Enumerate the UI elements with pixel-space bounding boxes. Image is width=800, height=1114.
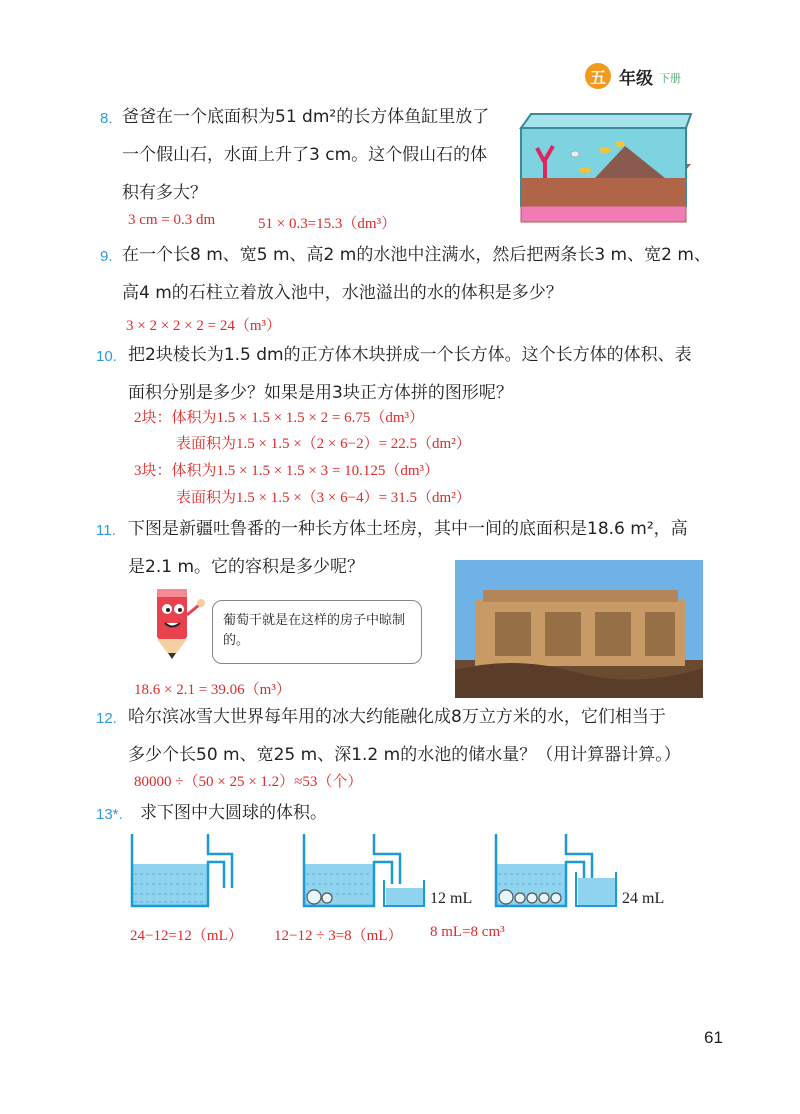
question-line: 面积分别是多少？如果是用3块正方体拼的图形呢？	[128, 383, 513, 403]
answer-text: 12−12 ÷ 3=8（mL）	[274, 928, 403, 944]
question-line: 一个假山石，水面上升了3 cm。这个假山石的体	[122, 145, 488, 165]
question-line: 积有多大？	[122, 183, 207, 203]
question-9-text	[122, 236, 722, 312]
answer-text: 表面积为1.5 × 1.5 ×（3 × 6−4）= 31.5（dm²）	[176, 490, 471, 506]
question-line: 把2块棱长为1.5 dm的正方体木块拼成一个长方体。这个长方体的体积、表	[128, 345, 692, 365]
answer-text: 18.6 × 2.1 = 39.06（m³）	[134, 682, 291, 698]
answer-text: 2块：体积为1.5 × 1.5 × 1.5 × 2 = 6.75（dm³）	[134, 410, 425, 426]
question-12-text	[128, 698, 728, 774]
grade-header	[585, 62, 681, 90]
grade-label: 年级	[619, 68, 653, 89]
answer-text: 51 × 0.3=15.3（dm³）	[258, 216, 397, 232]
question-line: 在一个长8 m、宽5 m、高2 m的水池中注满水，然后把两条长3 m、宽2 m、	[122, 245, 711, 265]
aquarium-illustration	[515, 108, 695, 226]
question-line: 爸爸在一个底面积为51 dm²的长方体鱼缸里放了	[122, 107, 490, 127]
answer-text: 24−12=12（mL）	[130, 928, 243, 944]
volume-label: 24 mL	[622, 890, 665, 907]
question-number: 9.	[100, 248, 113, 265]
answer-text: 80000 ÷（50 × 25 × 1.2）≈53（个）	[134, 774, 363, 790]
question-line: 高4 m的石柱立着放入池中，水池溢出的水的体积是多少？	[122, 283, 563, 303]
question-8-text	[122, 98, 512, 212]
volume-label: 12 mL	[430, 890, 473, 907]
speech-bubble: 葡萄干就是在这样的房子中晾制的。	[212, 600, 422, 664]
question-number: 8.	[100, 110, 113, 127]
question-line: 是2.1 m。它的容积是多少呢？	[128, 557, 364, 577]
answer-text: 3 × 2 × 2 × 2 = 24（m³）	[126, 318, 282, 334]
answer-text: 表面积为1.5 × 1.5 ×（2 × 6−2）= 22.5（dm²）	[176, 436, 471, 452]
question-line: 多少个长50 m、宽25 m、深1.2 m的水池的储水量？（用计算器计算。）	[128, 745, 681, 765]
question-13-text: 求下图中大圆球的体积。	[140, 803, 327, 823]
answer-text: 3块：体积为1.5 × 1.5 × 1.5 × 3 = 10.125（dm³）	[134, 463, 440, 479]
question-number: 13*.	[96, 806, 123, 823]
mudbrick-house-photo	[455, 560, 703, 698]
answer-text: 3 cm = 0.3 dm	[128, 212, 216, 228]
question-number: 11.	[96, 522, 116, 539]
container-diagram-empty	[128, 832, 268, 914]
question-number: 12.	[96, 710, 117, 727]
question-line: 哈尔滨冰雪大世界每年用的冰大约能融化成8万立方米的水，它们相当于	[128, 707, 666, 727]
page-number: 61	[704, 1028, 723, 1047]
question-line: 下图是新疆吐鲁番的一种长方体土坯房，其中一间的底面积是18.6 m²，高	[128, 519, 688, 539]
container-diagram-four-balls	[492, 832, 622, 914]
answer-text: 8 mL=8 cm³	[430, 924, 505, 940]
question-number: 10.	[96, 348, 117, 365]
volume-label: 下册	[659, 72, 681, 85]
pencil-mascot-icon	[143, 585, 213, 665]
grade-badge: 五	[585, 63, 611, 89]
question-10-text	[128, 336, 728, 412]
container-diagram-one-ball	[300, 832, 430, 914]
